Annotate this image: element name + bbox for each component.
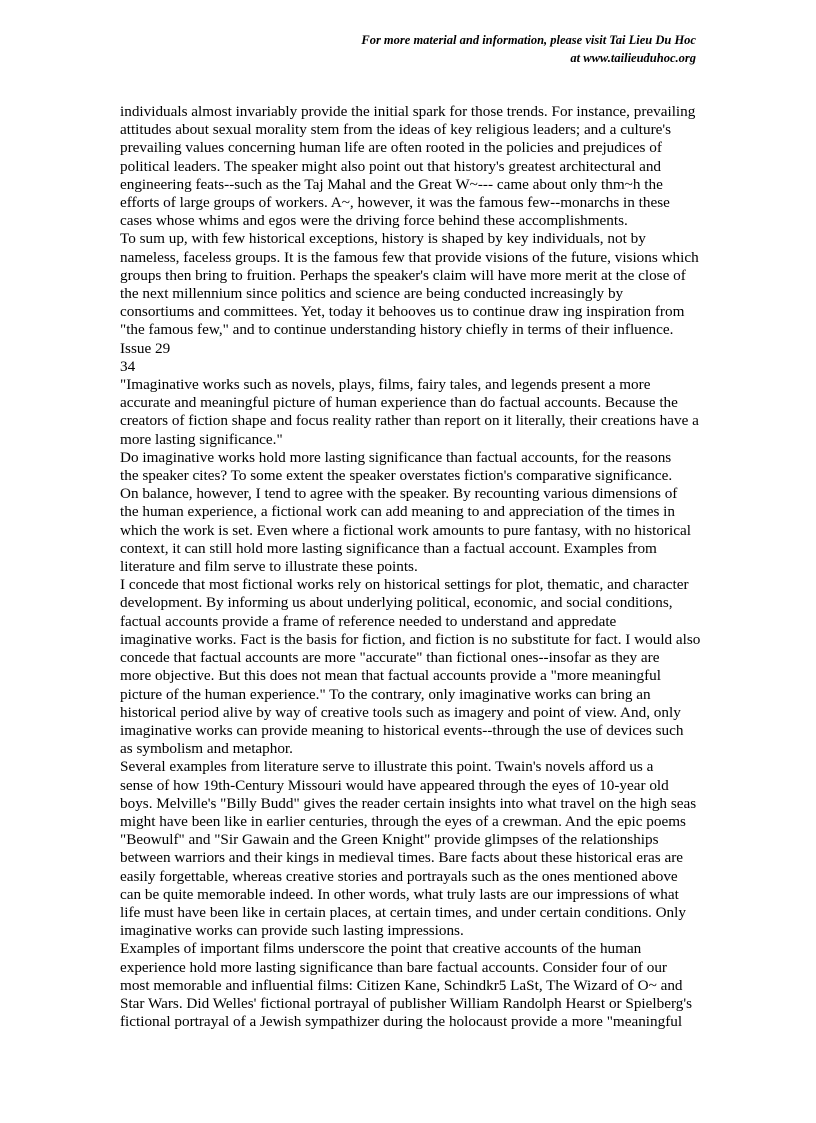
text-line: Issue 29: [120, 339, 171, 357]
text-line: prevailing values concerning human life are often rooted in the policies and prejudices of: [120, 139, 662, 157]
text-line: literature and film serve to illustrate these points.: [120, 558, 418, 576]
text-line: political leaders. The speaker might also point out that history's greatest architectural and: [120, 157, 662, 175]
text-line: sense of how 19th-Century Missouri would have appeared through the eyes of 10-year old: [120, 776, 669, 794]
text-line: between warriors and their kings in medieval times. Bare facts about these historical eras are: [120, 849, 683, 867]
text-line: efforts of large groups of workers. A~, however, it was the famous few--monarchs in these: [120, 194, 670, 212]
text-line: development. By informing us about underlying political, economic, and social conditions,: [120, 594, 673, 612]
text-line: accurate and meaningful picture of human experience than do factual accounts. Because the: [120, 394, 678, 412]
text-line: easily forgettable, whereas creative stories and portrayals such as the ones mentioned above: [120, 867, 678, 885]
text-line: the human experience, a fictional work can add meaning to and appreciation of the times in: [120, 503, 675, 521]
text-line: which the work is set. Even where a fictional work amounts to pure fantasy, with no historical: [120, 521, 691, 539]
page-header: [361, 31, 696, 67]
text-line: historical period alive by way of creative tools such as imagery and point of view. And, only: [120, 703, 681, 721]
text-line: as symbolism and metaphor.: [120, 740, 293, 758]
text-line: consortiums and committees. Yet, today it behooves us to continue draw ing inspiration from: [120, 303, 685, 321]
text-line: concede that factual accounts are more "accurate" than fictional ones--insofar as they are: [120, 649, 660, 667]
text-line: creators of fiction shape and focus reality rather than report on it literally, their creations have a: [120, 412, 699, 430]
header-line-2: at www.tailieuduhoc.org: [570, 51, 696, 65]
text-line: To sum up, with few historical exceptions, history is shaped by key individuals, not by: [120, 230, 646, 248]
text-line: experience hold more lasting significance than bare factual accounts. Consider four of our: [120, 958, 667, 976]
text-line: On balance, however, I tend to agree with the speaker. By recounting various dimensions of: [120, 485, 678, 503]
text-line: can be quite memorable indeed. In other words, what truly lasts are our impressions of what: [120, 885, 679, 903]
text-line: picture of the human experience." To the contrary, only imaginative works can bring an: [120, 685, 651, 703]
text-line: more objective. But this does not mean that factual accounts provide a "more meaningful: [120, 667, 661, 685]
text-line: Examples of important films underscore the point that creative accounts of the human: [120, 940, 642, 958]
text-line: boys. Melville's "Billy Budd" gives the reader certain insights into what travel on the high seas: [120, 794, 697, 812]
text-line: might have been like in earlier centuries, through the eyes of a crewman. And the epic poems: [120, 812, 686, 830]
text-line: Do imaginative works hold more lasting significance than factual accounts, for the reasons: [120, 448, 672, 466]
text-line: the speaker cites? To some extent the speaker overstates fiction's comparative significance.: [120, 467, 673, 485]
text-line: the next millennium since politics and science are being conducted increasingly by: [120, 285, 624, 303]
text-line: fictional portrayal of a Jewish sympathizer during the holocaust provide a more "meaningful: [120, 1013, 683, 1031]
text-line: groups then bring to fruition. Perhaps the speaker's claim will have more merit at the close of: [120, 266, 686, 284]
text-line: factual accounts provide a frame of reference needed to understand and appredate: [120, 612, 617, 630]
text-line: more lasting significance.": [120, 430, 283, 448]
text-line: Star Wars. Did Welles' fictional portrayal of publisher William Randolph Hearst or Spielberg's: [120, 994, 692, 1012]
text-line: I concede that most fictional works rely on historical settings for plot, thematic, and character: [120, 576, 689, 594]
text-line: 34: [120, 357, 136, 375]
text-line: "Beowulf" and "Sir Gawain and the Green Knight" provide glimpses of the relationships: [120, 831, 659, 849]
text-line: most memorable and influential films: Citizen Kane, Schindkr5 LaSt, The Wizard of O~ and: [120, 976, 683, 994]
header-line-1: For more material and information, please visit Tai Lieu Du Hoc: [361, 33, 696, 47]
text-line: context, it can still hold more lasting significance than a factual account. Examples from: [120, 539, 657, 557]
document-body: [120, 103, 705, 1031]
text-line: attitudes about sexual morality stem from the ideas of key religious leaders; and a culture's: [120, 121, 672, 139]
text-line: imaginative works can provide such lasting impressions.: [120, 922, 464, 940]
text-line: "Imaginative works such as novels, plays, films, fairy tales, and legends present a more: [120, 376, 651, 394]
text-line: Several examples from literature serve to illustrate this point. Twain's novels afford us a: [120, 758, 654, 776]
text-line: "the famous few," and to continue understanding history chiefly in terms of their influence.: [120, 321, 674, 339]
text-line: cases whose whims and egos were the driving force behind these accomplishments.: [120, 212, 628, 230]
text-line: engineering feats--such as the Taj Mahal and the Great W~--- came about only thm~h the: [120, 175, 663, 193]
text-line: imaginative works. Fact is the basis for fiction, and fiction is no substitute for fact. I would also: [120, 630, 701, 648]
text-line: nameless, faceless groups. It is the famous few that provide visions of the future, visions which: [120, 248, 699, 266]
text-line: life must have been like in certain places, at certain times, and under certain conditions. Only: [120, 903, 686, 921]
text-line: imaginative works can provide meaning to historical events--through the use of devices such: [120, 721, 684, 739]
text-line: individuals almost invariably provide the initial spark for those trends. For instance, prevailing: [120, 103, 696, 120]
